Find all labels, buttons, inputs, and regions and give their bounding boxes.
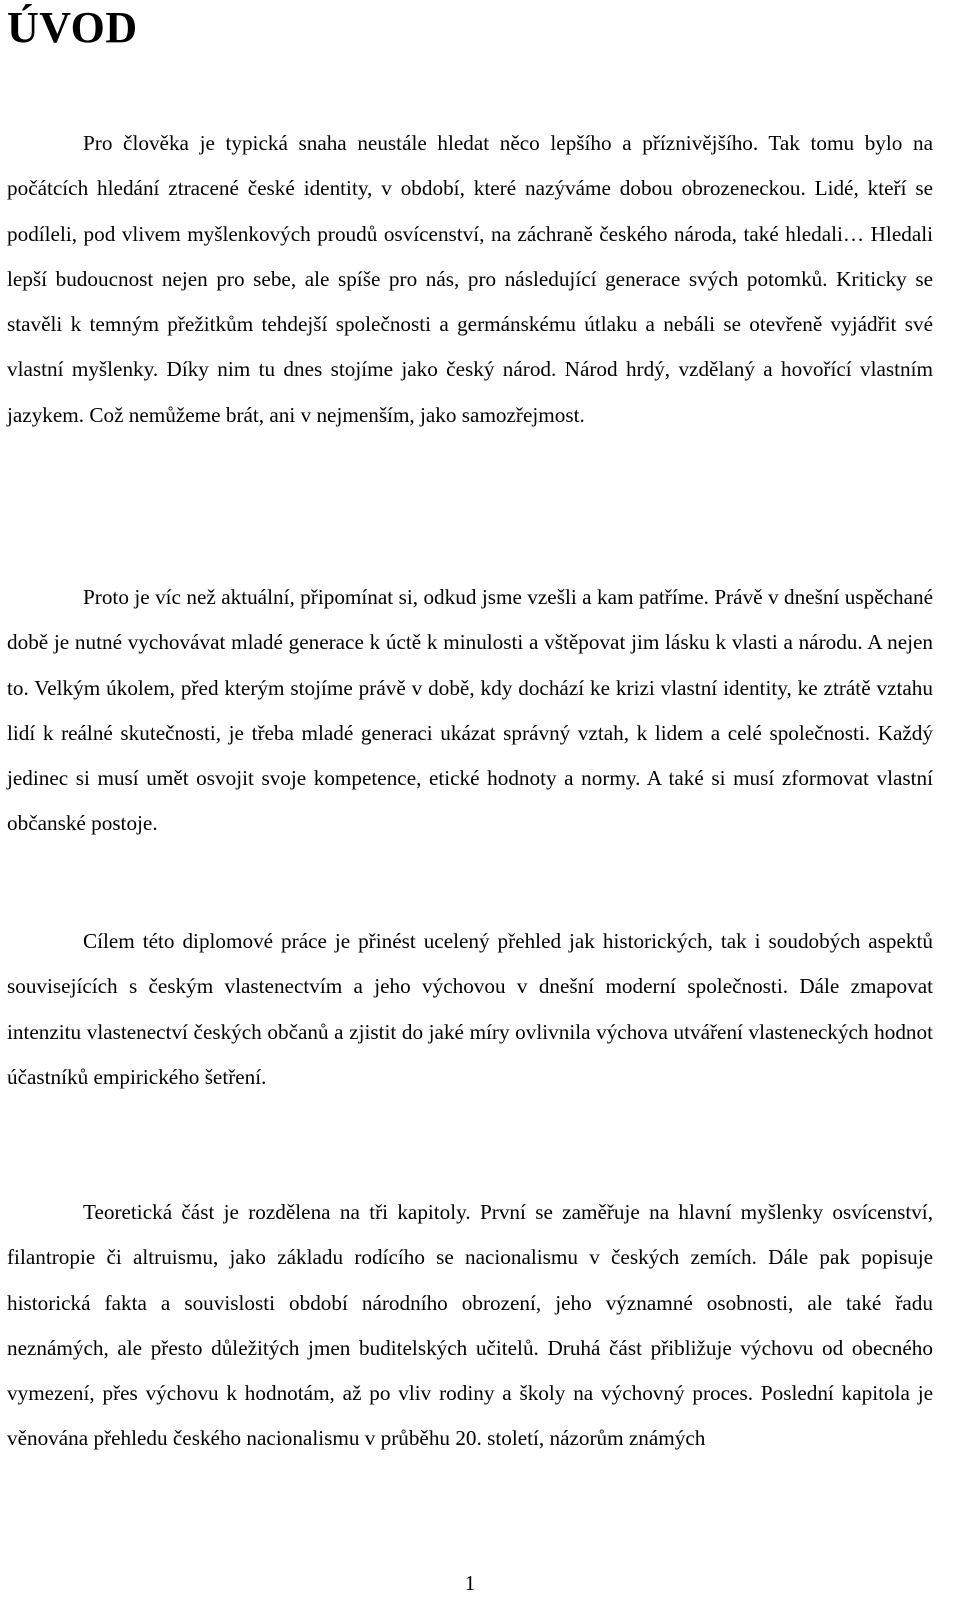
paragraph-3: Cílem této diplomové práce je přinést ucelený přehled jak historických, tak i soudobých aspektů souvisejících s českým vlastenectvím a jeho výchovou v dnešní moderní společnosti. Dále zmapovat intenzitu vlastenectví českých občanů a zjistit do jaké míry ovlivnila výchova utváření vlasteneckých hodnot účastníků empirického šetření. <box>7 929 933 1089</box>
paragraph-1: Pro člověka je typická snaha neustále hledat něco lepšího a příznivějšího. Tak tomu bylo na počátcích hledání ztracené české identity, v období, které nazýváme dobou obrozeneckou. Lidé, kteří se podíleli, pod vlivem myšlenkových proudů osvícenství, na záchraně českého národa, také hledali… Hledali lepší budoucnost nejen pro sebe, ale spíše pro nás, pro následující generace svých potomků. Kriticky se stavěli k temným přežitkům tehdejší společnosti a germánskému útlaku a nebáli se otevřeně vyjádřit své vlastní myšlenky. Díky nim tu dnes stojíme jako český národ. Národ hrdý, vzdělaný a hovořící vlastním jazykem. Což nemůžeme brát, ani v nejmenším, jako samozřejmost. <box>7 131 933 427</box>
page-number: 1 <box>464 1571 476 1595</box>
paragraph-2: Proto je víc než aktuální, připomínat si, odkud jsme vzešli a kam patříme. Právě v dnešní uspěchané době je nutné vychovávat mladé generace k úctě k minulosti a vštěpovat jim lásku k vlasti a národu. A nejen to. Velkým úkolem, před kterým stojíme právě v době, kdy dochází ke krizi vlastní identity, ke ztrátě vztahu lidí k reálné skutečnosti, je třeba mladé generaci ukázat správný vztah, k lidem a celé společnosti. Každý jedinec si musí umět osvojit svoje kompetence, etické hodnoty a normy. A také si musí zformovat vlastní občanské postoje. <box>7 585 933 836</box>
chapter-heading: ÚVOD <box>7 3 138 52</box>
paragraph-4: Teoretická část je rozdělena na tři kapitoly. První se zaměřuje na hlavní myšlenky osvícenství, filantropie či altruismu, jako základu rodícího se nacionalismu v českých zemích. Dále pak popisuje historická fakta a souvislosti období národního obrození, jeho významné osobnosti, ale také řadu neznámých, ale přesto důležitých jmen buditelských učitelů. Druhá část přibližuje výchovu od obecného vymezení, přes výchovu k hodnotám, až po vliv rodiny a školy na výchovný proces. Poslední kapitola je věnována přehledu českého nacionalismu v průběhu 20. století, názorům známých <box>7 1200 933 1451</box>
